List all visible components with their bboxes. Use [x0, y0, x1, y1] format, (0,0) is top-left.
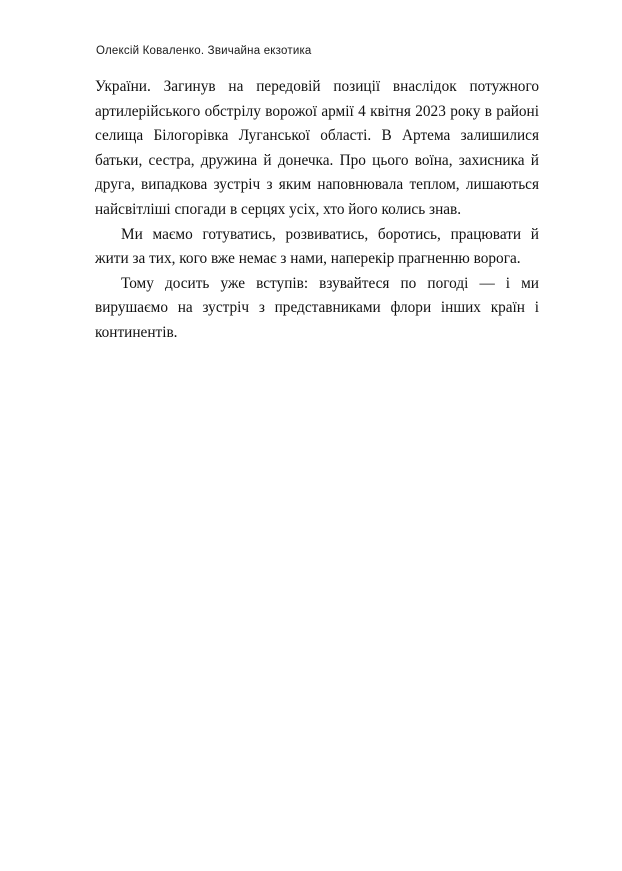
- running-head: Олексій Коваленко. Звичайна екзотика: [96, 45, 312, 57]
- paragraph: Тому досить уже вступів: взувайтеся по погоді — і ми вирушаємо на зустріч з представниками флори інших країн і континентів.: [95, 274, 539, 341]
- body-text-column: [95, 75, 539, 346]
- paragraph: України. Загинув на передовій позиції внаслідок потужного артилерійського обстрілу ворожої армії 4 квітня 2023 року в районі селища Білогорівка Луганської області. В Артема залишилися батьки, сестра, дружина й донечка. Про цього воїна, захисника й друга, випадкова зустріч з яким наповнювала теплом, лишаються найсвітліші спогади в серцях усіх, хто його колись знав.: [95, 78, 539, 218]
- paragraph: Ми маємо готуватись, розвиватись, боротись, працювати й жити за тих, кого вже немає з нами, наперекір прагненню ворога.: [95, 225, 539, 268]
